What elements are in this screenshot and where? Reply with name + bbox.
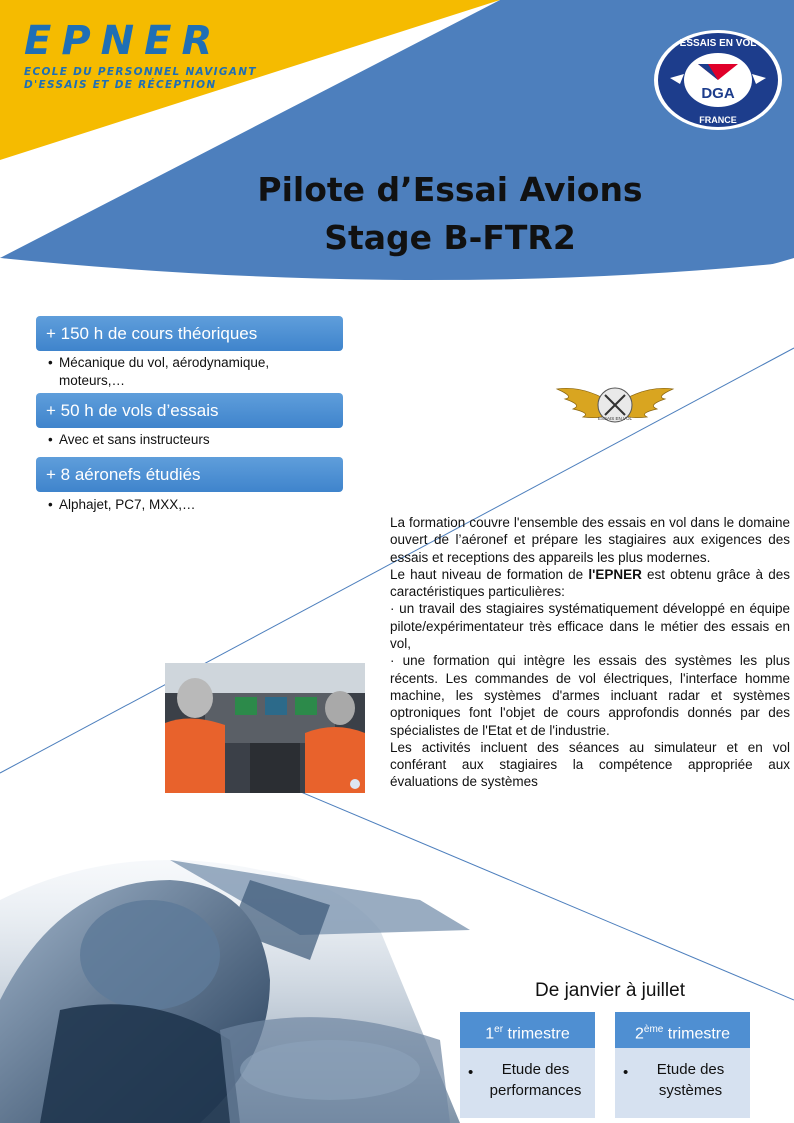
description-paragraph: · une formation qui intègre les essais des systèmes les plus récents. Les commandes de vol électriques, l'interface homme machine, les systèmes d'armes incluant radar et systèmes optroniques font l'objet de cours approfondis donnés par des spécialistes de l'Etat et de l'industrie. [390,653,790,738]
badge-top-text: ESSAIS EN VOL [679,38,757,49]
term-2-header [615,1012,750,1048]
bullet-marker: • [623,1064,629,1081]
description-paragraph: Les activités incluent des séances au simulateur et en vol conférant aux stagiaires la compétence appropriée aux évaluations de systèmes [390,739,790,790]
section-bar-theory: + 150 h de cours théoriques [36,316,343,351]
description-paragraph: La formation couvre l'ensemble des essais en vol dans le domaine ouvert de l’aéronef et prépare les stagiaires aux exigences des essais et receptions des appareils les plus modernes. [390,515,790,565]
term-ordinal: er [494,1024,504,1035]
logo-subtitle-line2: D'ESSAIS ET DE RÉCEPTION [24,79,217,91]
epner-logo: EPNER [24,18,223,64]
section-bullet [48,431,338,449]
term-label: trimestre [663,1025,731,1043]
page-title: Pilote d’Essai Avions [257,170,643,209]
term-label: trimestre [503,1025,570,1043]
section-bullet-text: • Alphajet, PC7, MXX,… [59,497,196,512]
term-content: Etude des systèmes [656,1061,725,1099]
badge-center-text: DGA [701,85,735,102]
logo-subtitle-line1: ECOLE DU PERSONNEL NAVIGANT [24,66,257,78]
section-bullet-text: • Avec et sans instructeurs [59,432,210,447]
description-paragraph [390,566,790,601]
badge-bottom-text: FRANCE [699,115,737,125]
section-bullet-text: • Mécanique du vol, aérodynamique, moteurs,… [59,355,270,388]
pilot-jet-illustration [0,860,470,1123]
epner-bold-text: l'EPNER [588,566,642,582]
term-number: 2 [634,1025,644,1043]
term-ordinal: ème [643,1024,664,1035]
section-bar-aircraft: + 8 aéronefs étudiés [36,457,343,492]
description-text [390,514,790,791]
cockpit-photo [165,663,365,793]
page-subtitle: Stage B-FTR2 [324,218,576,257]
term-content: Etude des performances [489,1061,582,1099]
section-bullet [48,496,338,514]
epner-logo-subtitle [24,66,304,92]
bullet-marker: • [468,1064,474,1081]
term-number: 1 [485,1025,495,1043]
section-bullet [48,354,338,390]
wings-badge [555,375,675,437]
text-run: Le haut niveau de formation de [390,566,589,582]
term-2-body [615,1048,750,1118]
schedule-period: De janvier à juillet [535,980,685,1001]
description-paragraph: · un travail des stagiaires systématiquement développé en équipe pilote/expérimentateur très efficace dans le métier des essais en vol, [390,601,790,652]
section-bar-flights: + 50 h de vols d’essais [36,393,343,428]
wings-badge-text: ESSAIS EN VOL [597,416,633,421]
dga-badge [652,28,784,132]
term-1-body [460,1048,595,1118]
text-run: est obtenu grâce à des caractéristiques particulières: [390,566,790,600]
term-1-header [460,1012,595,1048]
